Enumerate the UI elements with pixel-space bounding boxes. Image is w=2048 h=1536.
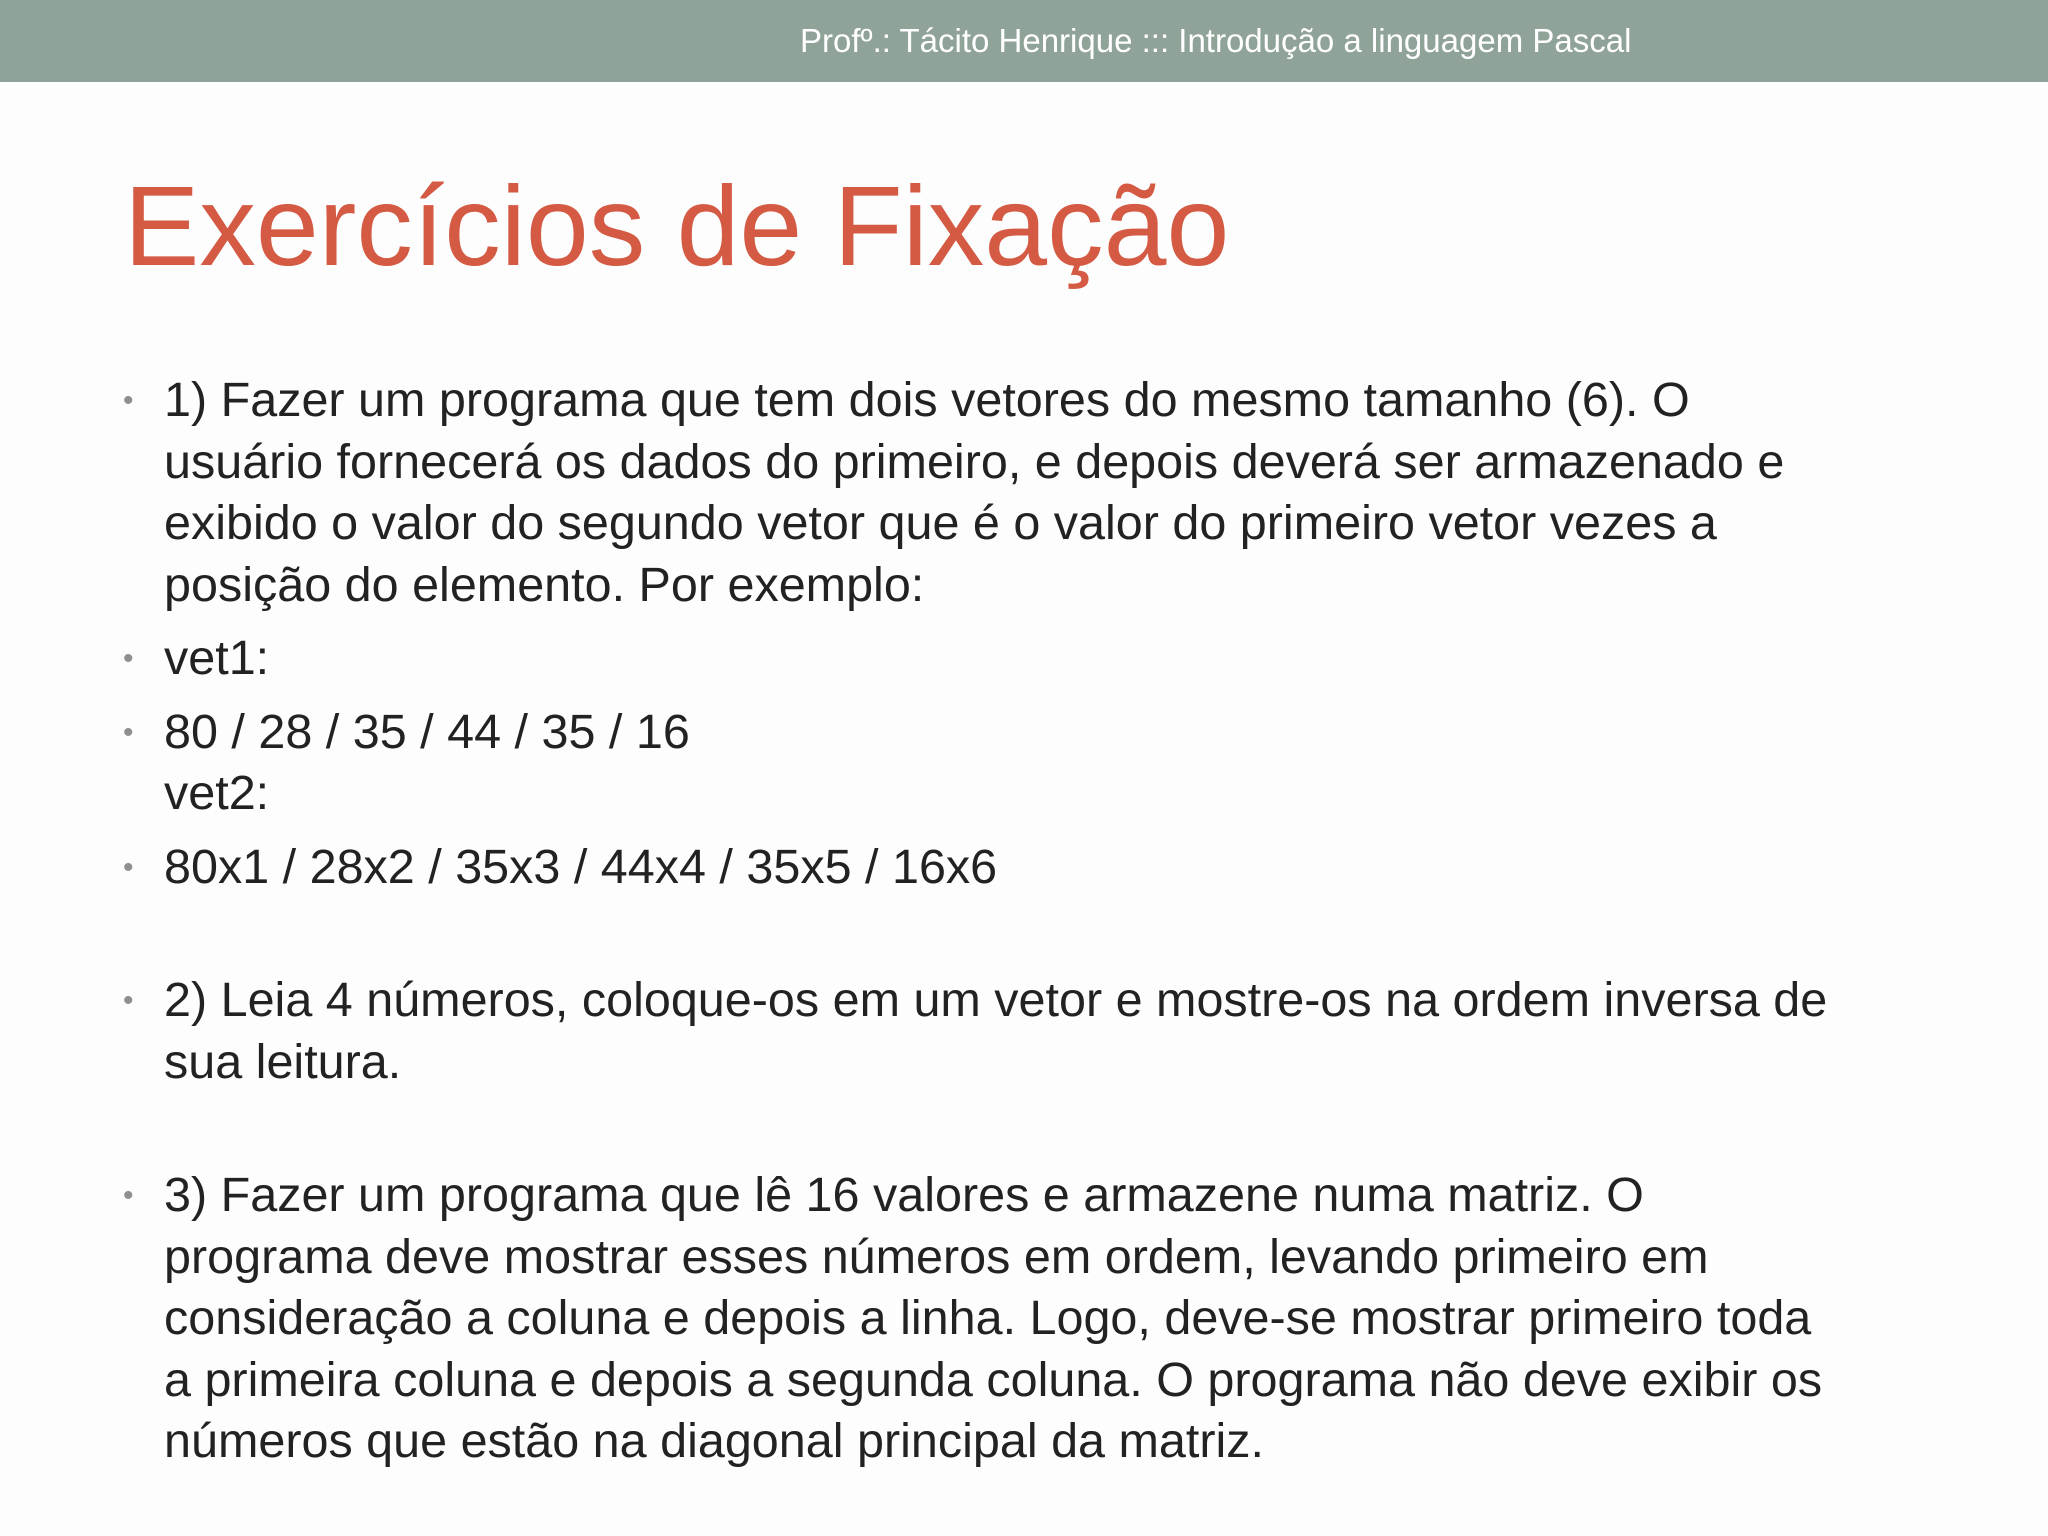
bullet-line: usuário fornecerá os dados do primeiro, e depois deverá ser armazenado e xyxy=(164,434,1785,489)
bullet-dot-icon: • xyxy=(123,850,134,884)
bullet-item-exercise-2 xyxy=(118,970,1958,1093)
bullet-dot-icon: • xyxy=(123,1179,134,1212)
bullet-line: vet2: xyxy=(164,766,270,820)
header-bar xyxy=(0,0,2048,82)
header-text: Profº.: Tácito Henrique ::: Introdução a linguagem Pascal xyxy=(800,22,1632,59)
bullet-line: 80x1 / 28x2 / 35x3 / 44x4 / 35x5 / 16x6 xyxy=(164,839,998,894)
bullet-line: sua leitura. xyxy=(164,1034,402,1089)
bullet-line: programa deve mostrar esses números em ordem, levando primeiro em xyxy=(164,1229,1709,1284)
bullet-item-vet2-values xyxy=(118,837,1958,899)
bullet-dot-icon: • xyxy=(123,984,134,1017)
bullet-item-vet1-values xyxy=(118,702,1958,825)
bullet-line: vet1: xyxy=(164,631,270,685)
bullet-line: 2) Leia 4 números, coloque-os em um vetor e mostre-os na ordem inversa de xyxy=(164,973,1828,1027)
bullet-dot-icon: • xyxy=(123,642,134,675)
bullet-dot-icon: • xyxy=(123,715,134,749)
bullet-item-exercise-1 xyxy=(118,370,1958,616)
bullet-line: exibido o valor do segundo vetor que é o valor do primeiro vetor vezes a xyxy=(164,496,1717,550)
bullet-line: números que estão na diagonal principal da matriz. xyxy=(164,1414,1264,1468)
bullet-item-exercise-3 xyxy=(118,1165,1958,1473)
bullet-line: 1) Fazer um programa que tem dois vetores do mesmo tamanho (6). O xyxy=(164,373,1690,427)
bullet-line: posição do elemento. Por exemplo: xyxy=(164,557,925,612)
bullet-line: consideração a coluna e depois a linha. Logo, deve-se mostrar primeiro toda xyxy=(164,1291,1812,1345)
bullet-line: 3) Fazer um programa que lê 16 valores e armazene numa matriz. O xyxy=(164,1168,1644,1222)
slide-title: Exercícios de Fixação xyxy=(124,163,1230,289)
bullet-line: a primeira coluna e depois a segunda coluna. O programa não deve exibir os xyxy=(164,1352,1823,1407)
bullet-dot-icon: • xyxy=(123,384,134,417)
bullet-list xyxy=(118,370,1958,1485)
bullet-line: 80 / 28 / 35 / 44 / 35 / 16 xyxy=(164,704,690,759)
bullet-item-vet1-label xyxy=(118,628,1958,690)
